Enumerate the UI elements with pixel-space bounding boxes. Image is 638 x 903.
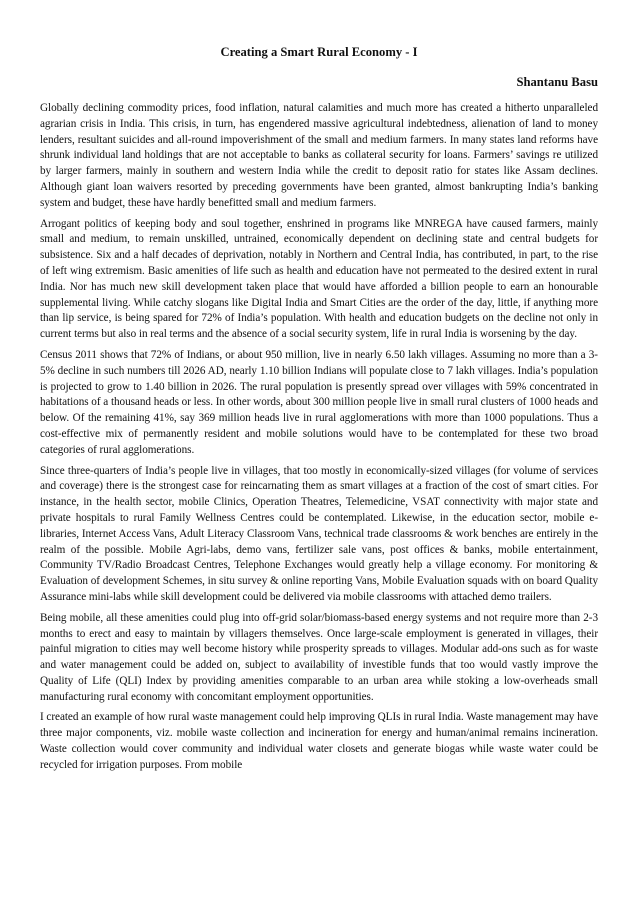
paragraph-arrogant-politics: Arrogant politics of keeping body and soul together, enshrined in programs like MNREGA have caused farmers, mainly small and medium, to remain unskilled, untrained, economically dependent on declining state and central budgets for subsistence. Six and a half decades of deprivation, notably in Northern and Central India, has contributed, in part, to the rise of left wing extremism. Basic amenities of life such as health and education have not permeated to the desired extent in rural India. Nor has much new skill development taken place that would have afforded a billion people to earn an honourable supplemental living. While catchy slogans like Digital India and Smart Cities are the order of the day, little, if anything more than lip service, is being spared for 72% of India’s population. With health and education budgets on the decline not only in current terms but also in real terms and the absence of a social security system, life in rural India is worsening by the day.: [40, 217, 598, 341]
document-title: Creating a Smart Rural Economy - I: [220, 45, 418, 59]
paragraph-agrarian-crisis: Globally declining commodity prices, food inflation, natural calamities and much more has created a hitherto unparalleled agrarian crisis in India. This crisis, in turn, has engendered massive agricultural indebtedness, alienation of land to money lenders, resultant suicides and all-round impoverishment of the small and medium farmers. In many states land reforms have shrunk individual land holdings that are not acceptable to banks as collateral security for loans. Farmers’ savings re utilized by larger farmers, mainly in southern and western India while the credit to deposit ratio for states like Assam declines. Although giant loan waivers resorted by preceding governments have been granted, almost bankrupting India’s banking system and budget, these have hardly benefitted small and medium farmers.: [40, 102, 598, 209]
paragraph-waste-management: I created an example of how rural waste management could help improving QLIs in rural India. Waste management may have three major components, viz. mobile waste collection and incineration for energy and human/animal remains incineration. Waste collection would cover community and individual water closets and generate biogas while waste water could be recycled for irrigation purposes. From mobile: [40, 711, 598, 771]
document-author: Shantanu Basu: [516, 75, 598, 89]
paragraph-smart-villages: Since three-quarters of India’s people live in villages, that too mostly in economically-sized villages (for volume of services and coverage) there is the strongest case for reincarnating them as smart villages at a fraction of the cost of smart cities. For instance, in the health sector, mobile Clinics, Operation Theatres, Telemedicine, VSAT connectivity with major state and private hospitals to rural Family Wellness Centres could be contemplated. Likewise, in the education sector, mobile e-libraries, Internet Access Vans, Adult Literacy Classroom Vans, technical trade classrooms & work benches are entirely in the realm of the possible. Mobile Agri-labs, demo vans, fertilizer sale vans, post offices & banks, mobile entertainment, Community TV/Radio Broadcast Centres, Telephone Exchanges would greatly help a village economy. For monitoring & Evaluation of development Schemes, in situ survey & online reporting Vans, Mobile Evaluation squads with on board Quality Assurance mini-labs while skill development could be delivered via mobile classrooms with attached demo trailers.: [40, 464, 598, 603]
paragraph-mobile-amenities: Being mobile, all these amenities could plug into off-grid solar/biomass-based energy systems and not require more than 2-3 months to erect and easy to maintain by villagers themselves. Once large-scale employment is generated in villages, their painful migration to cities may well become history while prosperity spreads to villages. Modular add-ons such as for waste and water management could be added on, subject to availability of investible funds that too would vastly improve the Quality of Life (QLI) Index by providing amenities comparable to an urban area while stoking a low-overheads small manufacturing rural economy with concomitant employment opportunities.: [40, 611, 598, 703]
paragraph-census: Census 2011 shows that 72% of Indians, or about 950 million, live in nearly 6.50 lakh villages. Assuming no more than a 3-5% decline in such numbers till 2026 AD, nearly 1.10 billion Indians will populate close to 7 lakh villages. India’s population is projected to grow to 1.40 billion in 2026. The rural population is presently spread over villages with 59% concentrated in habitations of a thousand heads or less. In other words, about 300 million people live in small rural clusters of 1000 heads and below. Of the remaining 41%, say 369 million heads live in rural agglomerations with more than 1000 populations. Thus a cost-effective mix of permanently resident and mobile solutions would have to be contemplated for these two broad categories of rural agglomerations.: [40, 348, 598, 456]
